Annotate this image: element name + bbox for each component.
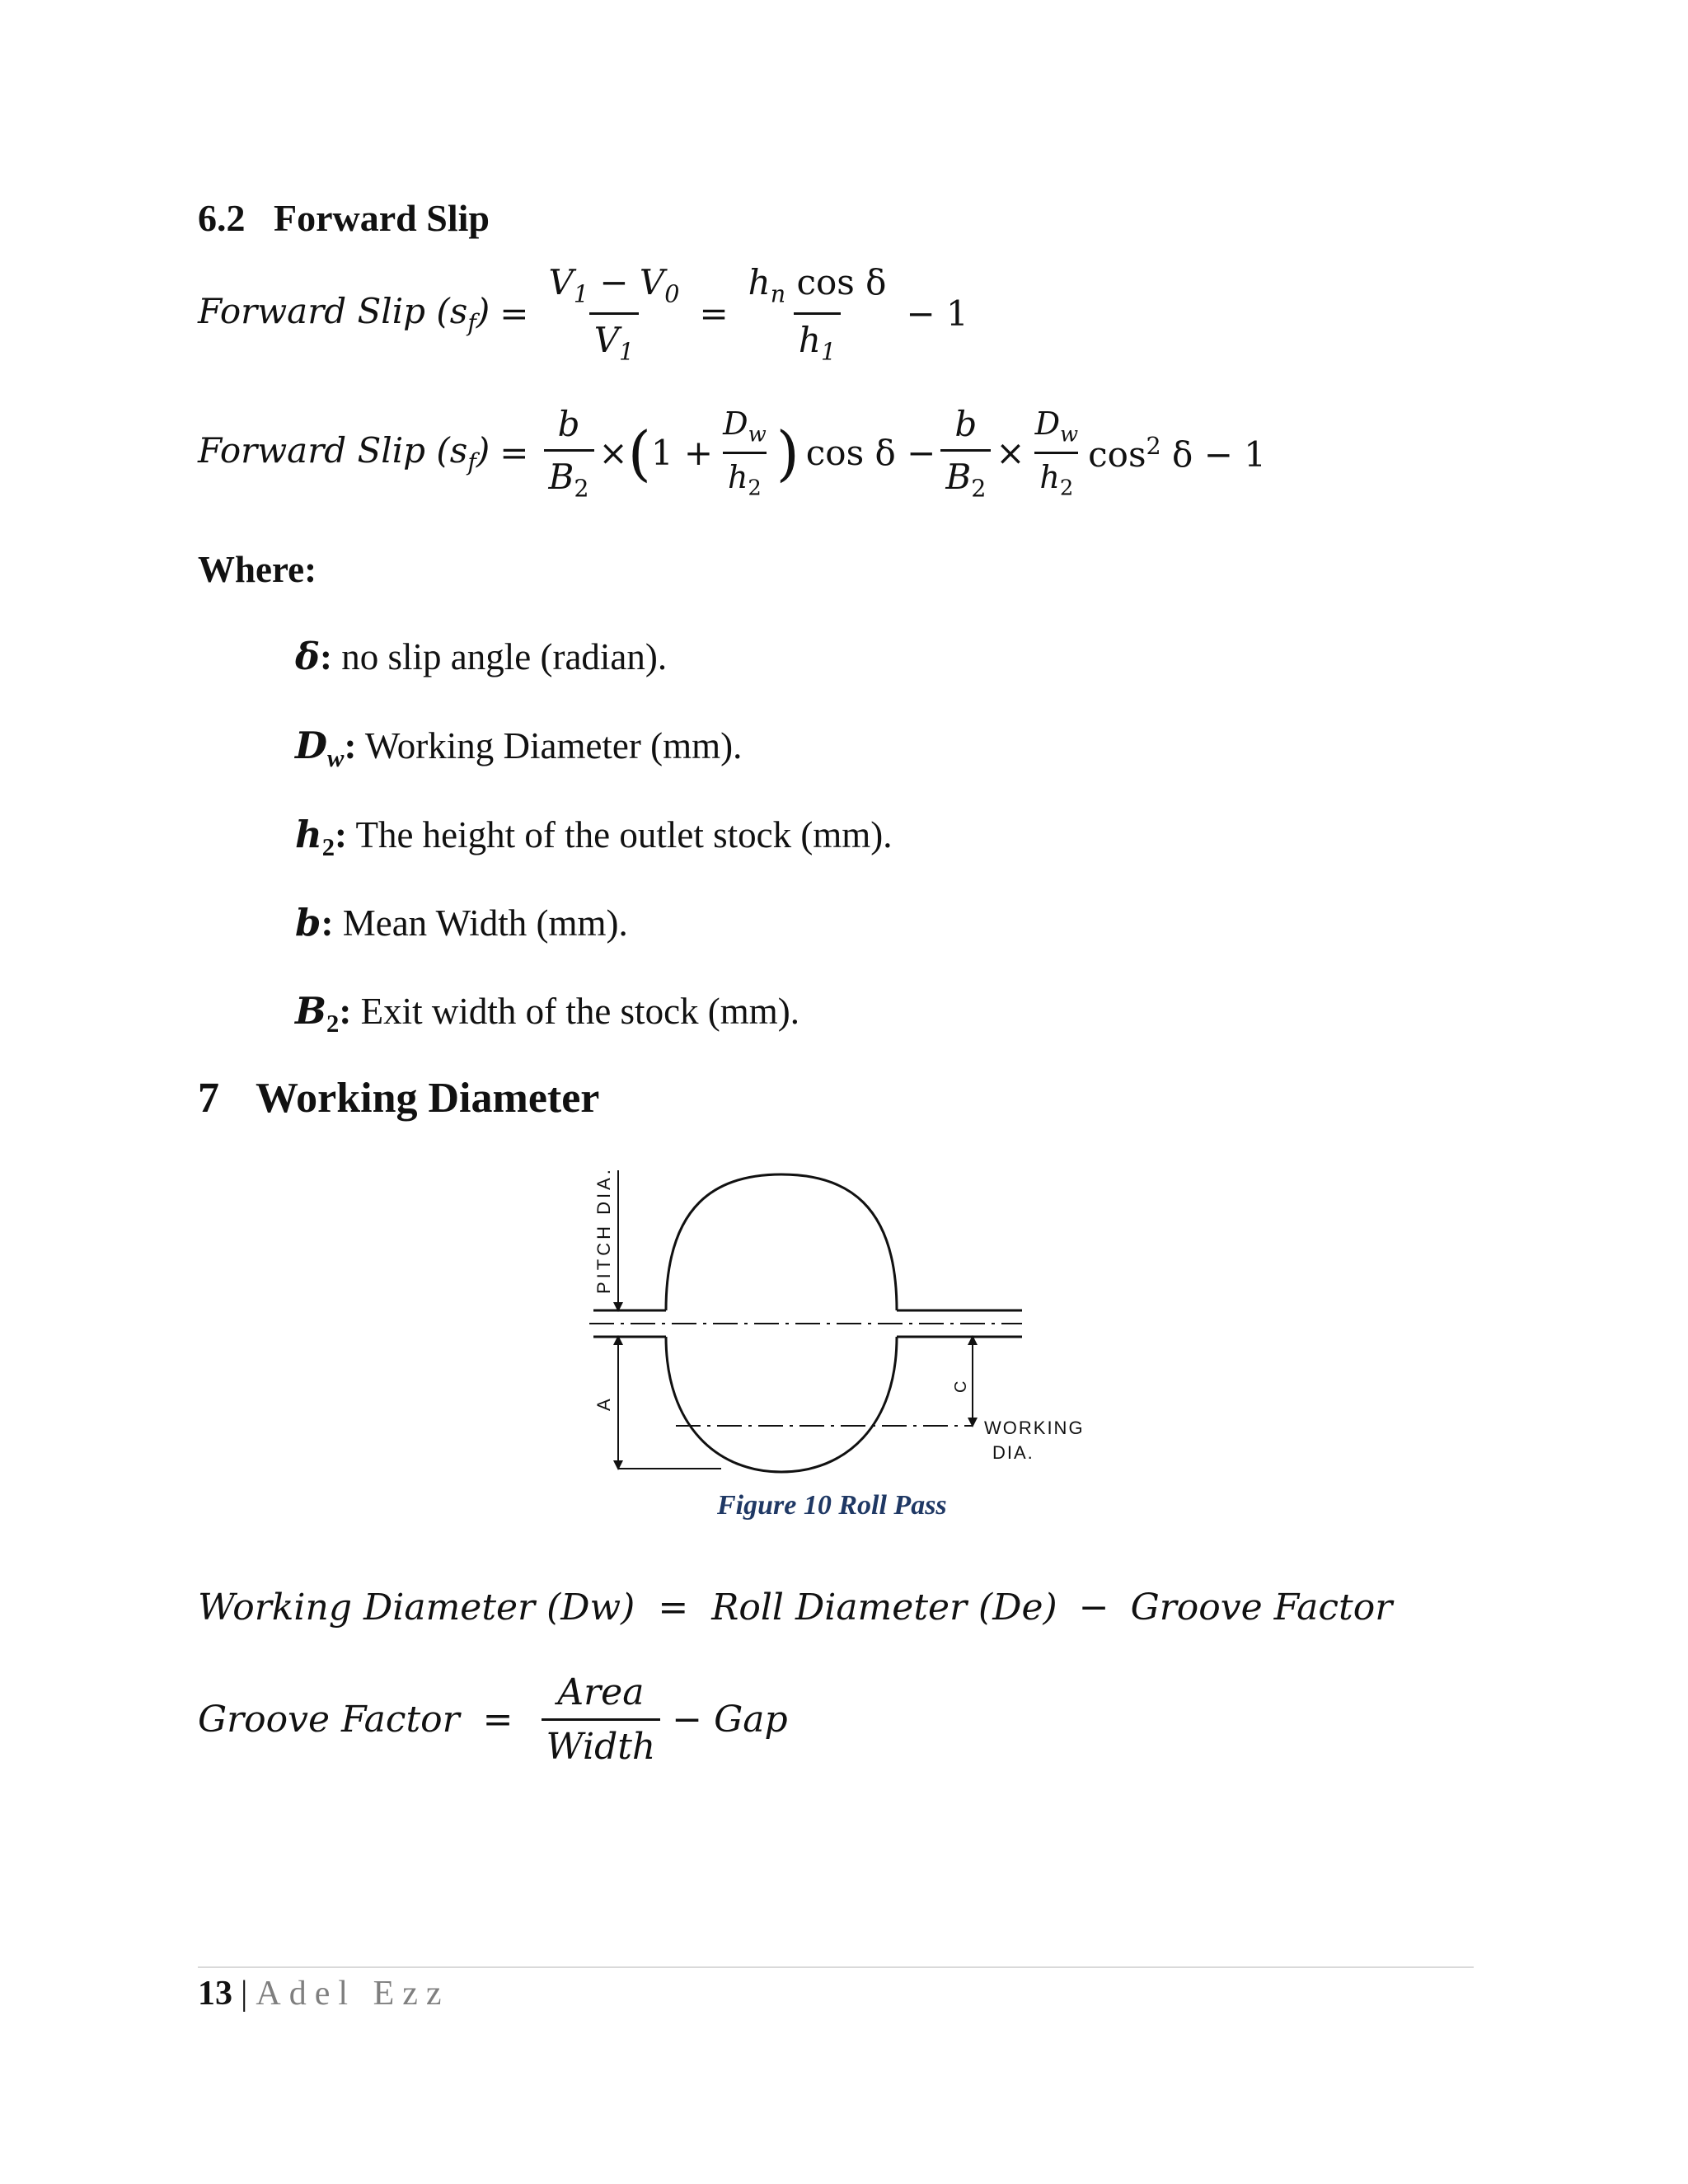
section-title: Forward Slip (274, 197, 490, 239)
page-number: 13 (198, 1975, 232, 2013)
groove-factor-equation: Groove Factor = $\frac{\text{Area}}{\text{Width}}$ − Gap (198, 1671, 788, 1768)
section-heading-6-2 (198, 196, 490, 240)
eq2-fraction-Dw-over-h2: $\frac{D_w}{h_2}$ (723, 405, 767, 501)
page-footer: 13 | Adel Ezz (198, 1975, 450, 2013)
definition-b: b: Mean Width (mm). (295, 901, 628, 944)
forward-slip-equation-2: Forward Slip $(s_f)$ = $\frac{b}{B_2}$ × ( 1 + $\frac{D_w}{h_2}$ ) cos δ − $\frac{b}{B_2}$ × $\frac{D_w}{h_2}$ $\cos^2 \delta - 1$ (198, 404, 1266, 503)
definition-dw: $D_w$: Working Diameter (mm). (295, 724, 743, 772)
a-label: A (593, 1399, 614, 1411)
definition-h2: $h_2$: The height of the outlet stock (mm). (295, 813, 893, 861)
author-name: Adel Ezz (256, 1975, 450, 2013)
dia-label: DIA. (992, 1442, 1034, 1463)
working-diameter-equation: Working Diameter (Dw) = Roll Diameter (De) − Groove Factor (198, 1586, 1393, 1629)
eq2-lhs: Forward Slip $(s_f)$ (198, 430, 490, 476)
eq1-fraction-height: $\frac{h_n \cos \delta}{h_1}$ (748, 262, 887, 366)
footer-divider (198, 1966, 1474, 1968)
roll-pass-diagram (577, 1154, 1104, 1483)
section-number: 6.2 (198, 197, 246, 239)
figure-caption: Figure 10 Roll Pass (717, 1490, 947, 1521)
definition-delta: δ: no slip angle (radian). (295, 635, 668, 678)
eq1-lhs: Forward Slip $(s_f)$ (198, 291, 490, 337)
upper-groove-outline (666, 1174, 897, 1310)
working-label: WORKING (984, 1418, 1085, 1438)
where-label: Where: (198, 549, 317, 590)
eq1-fraction-velocity: $\frac{V_1 - V_0}{V_1}$ (548, 262, 680, 366)
forward-slip-equation-1: Forward Slip $(s_f)$ = $\frac{V_1 - V_0}{V_1}$ = $\frac{h_n \cos \delta}{h_1}$ − 1 (198, 262, 968, 366)
lower-groove-outline (666, 1337, 897, 1472)
pitch-dia-label: PITCH DIA. (593, 1166, 614, 1294)
definition-B2: $B_2$: Exit width of the stock (mm). (295, 989, 800, 1038)
eq2-fraction-Dw-over-h2-second: $\frac{D_w}{h_2}$ (1034, 405, 1079, 501)
eq2-fraction-b-over-B2-second: $\frac{b}{B_2}$ (940, 404, 991, 502)
c-label: C (952, 1380, 970, 1393)
section-title: Working Diameter (256, 1075, 600, 1122)
eq2-fraction-b-over-B2: $\frac{b}{B_2}$ (544, 404, 594, 502)
section-number: 7 (198, 1075, 219, 1122)
section-heading-7 (198, 1074, 599, 1122)
